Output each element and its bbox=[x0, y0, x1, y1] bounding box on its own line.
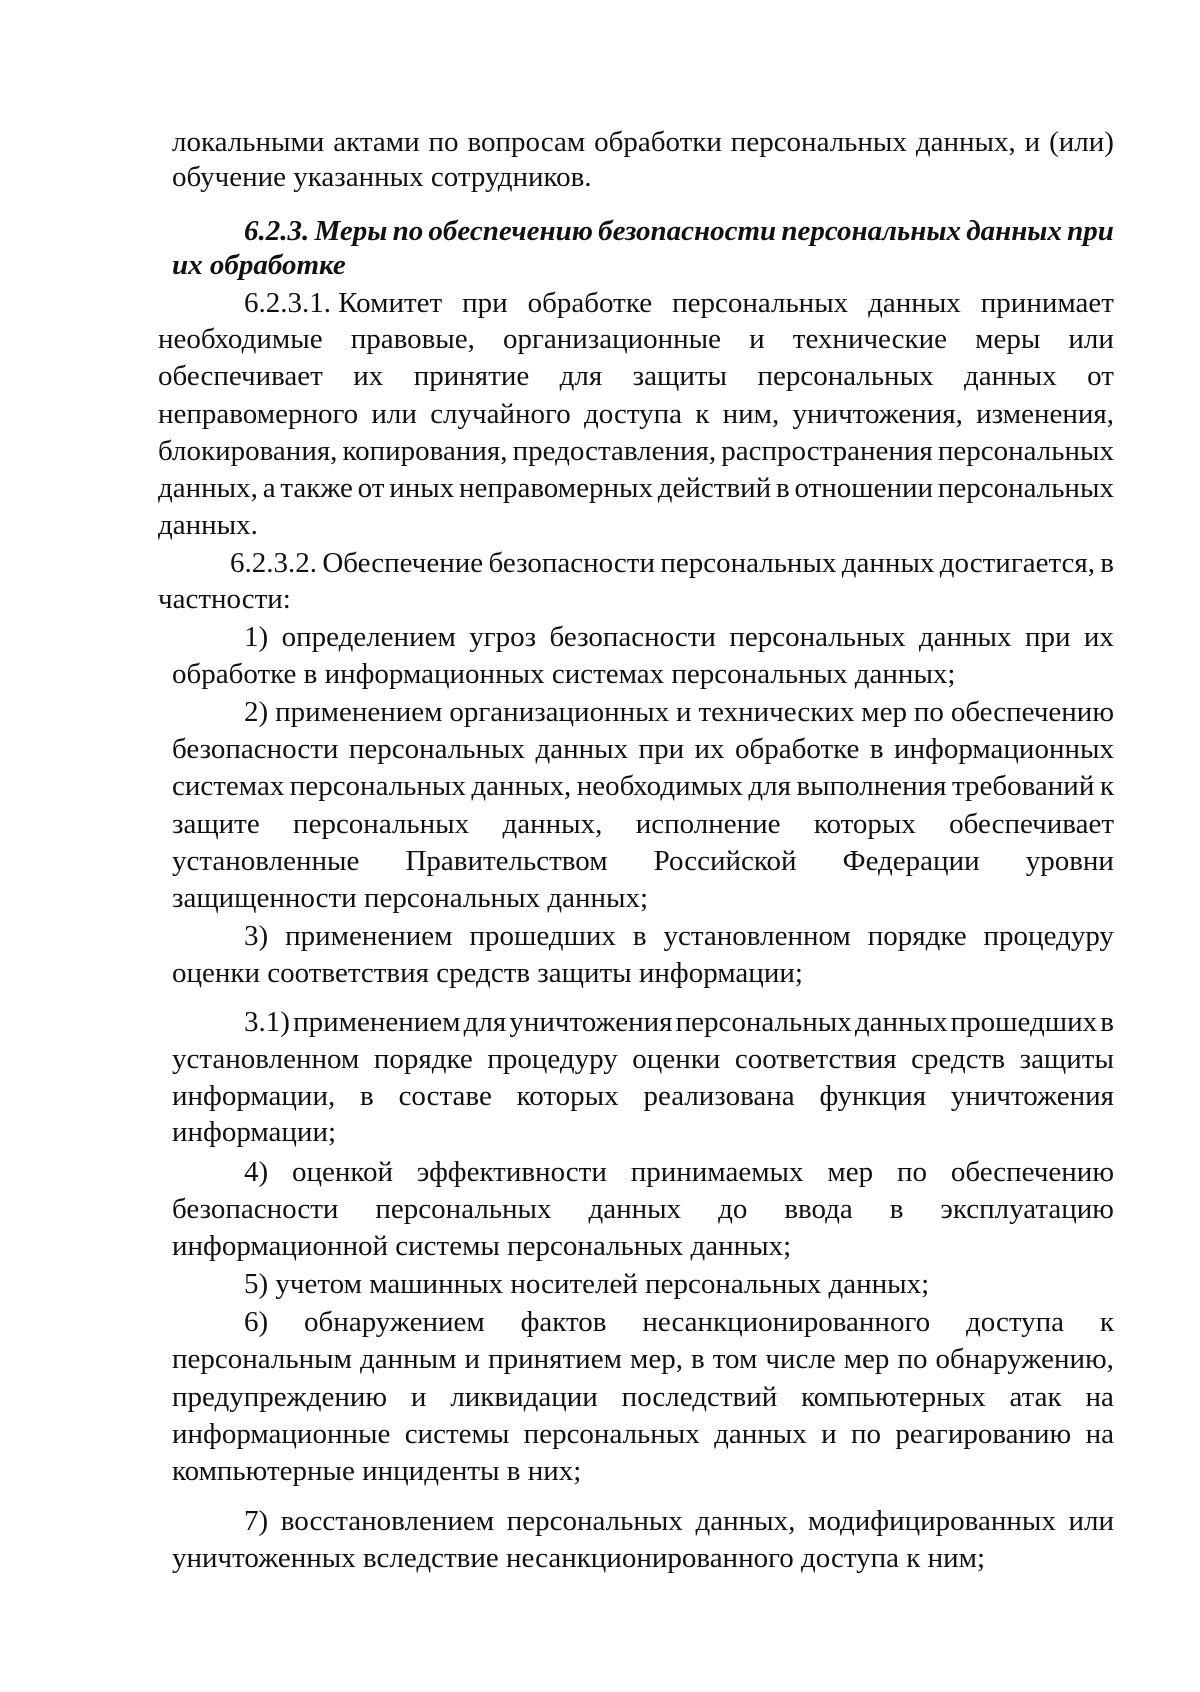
list-item-line bbox=[244, 918, 1114, 955]
list-item-line bbox=[244, 619, 1114, 656]
word: 4) bbox=[244, 1156, 269, 1188]
word: принятие bbox=[413, 360, 530, 392]
word: необходимые bbox=[158, 323, 323, 355]
word: необходимых bbox=[576, 770, 743, 802]
list-item-line: обработке в информационных системах персональных данных; bbox=[172, 658, 956, 690]
word: по bbox=[428, 126, 459, 158]
word: персональных bbox=[506, 1505, 683, 1537]
list-item-line bbox=[172, 843, 1114, 880]
word: исполнение bbox=[635, 808, 781, 840]
word: персональных bbox=[937, 435, 1114, 467]
word: безопасности bbox=[172, 1193, 339, 1225]
word: которых bbox=[813, 808, 916, 840]
list-item-line bbox=[172, 1341, 1114, 1378]
word: по bbox=[392, 215, 424, 247]
word: персональных bbox=[375, 1193, 552, 1225]
word: в bbox=[360, 1080, 374, 1112]
list-item-line bbox=[172, 1041, 1114, 1078]
word: системы bbox=[404, 1418, 510, 1450]
list-item-line: уничтоженных вследствие несанкционированного доступа к ним; bbox=[172, 1542, 986, 1574]
paragraph-line bbox=[158, 321, 1114, 358]
word: и bbox=[410, 1381, 427, 1413]
word: мер, bbox=[629, 1343, 683, 1375]
word: и bbox=[676, 696, 692, 728]
word: и bbox=[1024, 126, 1041, 158]
word: также bbox=[280, 472, 353, 504]
word: неправомерных bbox=[459, 472, 653, 504]
word: персональных bbox=[730, 126, 907, 158]
word: персональных bbox=[729, 621, 906, 653]
paragraph-line bbox=[158, 470, 1114, 507]
word: на bbox=[1085, 1381, 1114, 1413]
word: обеспечению bbox=[950, 696, 1114, 728]
word: информационных bbox=[894, 733, 1114, 765]
word: или bbox=[1068, 1505, 1114, 1537]
word: защиты bbox=[1019, 1043, 1114, 1075]
word: и bbox=[821, 1418, 837, 1450]
list-item-line: 5) учетом машинных носителей персональных данных; bbox=[244, 1268, 930, 1300]
word: данных, bbox=[695, 1505, 796, 1537]
word: их bbox=[353, 360, 384, 392]
word: к bbox=[1099, 770, 1114, 802]
word: их bbox=[694, 733, 725, 765]
word: прошедших bbox=[950, 1006, 1098, 1038]
word: организационных bbox=[449, 696, 670, 728]
word: предупреждению bbox=[172, 1381, 388, 1413]
word: до bbox=[718, 1193, 748, 1225]
word: 3) bbox=[244, 920, 269, 952]
word: их bbox=[1083, 621, 1114, 653]
word: или bbox=[371, 398, 417, 430]
word: при bbox=[1067, 215, 1114, 247]
word: уничтожения bbox=[509, 1006, 673, 1038]
word: Федерации bbox=[842, 845, 980, 877]
word: от bbox=[357, 472, 385, 504]
word: модифицированных bbox=[808, 1505, 1056, 1537]
word: данных bbox=[535, 733, 629, 765]
word: ввода bbox=[784, 1193, 853, 1225]
word: данных bbox=[714, 1418, 807, 1450]
word: эксплуатацию bbox=[940, 1193, 1114, 1225]
word: обработке bbox=[527, 287, 653, 319]
word: технических bbox=[698, 696, 855, 728]
list-item-line bbox=[172, 768, 1114, 805]
word: процедуру bbox=[487, 1043, 618, 1075]
list-item-line bbox=[244, 1304, 1114, 1341]
word: защиты bbox=[632, 360, 728, 392]
word: принятием bbox=[488, 1343, 622, 1375]
word: данных, bbox=[158, 472, 258, 504]
word: компьютерных bbox=[801, 1381, 986, 1413]
word: данных bbox=[918, 621, 1012, 653]
word: и bbox=[749, 323, 765, 355]
word: данных, bbox=[915, 126, 1016, 158]
word: и bbox=[464, 1343, 481, 1375]
word: порядке bbox=[867, 920, 967, 952]
word: обработки bbox=[594, 126, 722, 158]
word: применением bbox=[275, 696, 443, 728]
word: составе bbox=[398, 1080, 492, 1112]
list-item-line bbox=[172, 1416, 1114, 1453]
word: обеспечивает bbox=[949, 808, 1114, 840]
word: изменения, bbox=[976, 398, 1114, 430]
word: данных, bbox=[471, 770, 572, 802]
list-item-line: информационной системы персональных данных; bbox=[172, 1230, 792, 1262]
list-item-line bbox=[172, 1191, 1114, 1228]
word: в bbox=[632, 920, 647, 952]
word: реализована bbox=[643, 1080, 795, 1112]
word: обеспечению bbox=[428, 215, 593, 247]
word: данных bbox=[966, 215, 1062, 247]
word: средств bbox=[911, 1043, 1006, 1075]
list-item-line: защищенности персональных данных; bbox=[172, 882, 649, 914]
word: данным bbox=[360, 1343, 457, 1375]
word: для bbox=[748, 770, 791, 802]
word: обеспечивает bbox=[158, 360, 323, 392]
word: принимает bbox=[980, 287, 1114, 319]
word: обеспечению bbox=[950, 1156, 1114, 1188]
word: процедуру bbox=[983, 920, 1114, 952]
word: Российской bbox=[653, 845, 797, 877]
word: информации, bbox=[172, 1080, 336, 1112]
word: последствий bbox=[621, 1381, 778, 1413]
word: для bbox=[559, 360, 603, 392]
word: по bbox=[897, 1343, 928, 1375]
word: Меры bbox=[314, 215, 388, 247]
word: установленном bbox=[663, 920, 851, 952]
word: неправомерного bbox=[158, 398, 359, 430]
word: в bbox=[775, 472, 790, 504]
list-item-line bbox=[244, 1154, 1114, 1191]
paragraph-line: частности: bbox=[158, 583, 291, 615]
word: безопасности bbox=[549, 621, 716, 653]
word: вопросам bbox=[467, 126, 586, 158]
word: требований bbox=[951, 770, 1095, 802]
paragraph-line bbox=[230, 545, 1114, 582]
word: Правительством bbox=[405, 845, 608, 877]
word: обнаружению, bbox=[935, 1343, 1114, 1375]
word: для bbox=[463, 1006, 507, 1038]
word: данных bbox=[588, 1193, 682, 1225]
word: отношении bbox=[794, 472, 934, 504]
section-heading bbox=[244, 213, 1114, 250]
word: по bbox=[896, 1156, 927, 1188]
word: действий bbox=[657, 472, 772, 504]
word: в bbox=[889, 1193, 904, 1225]
word: 6.2.3. bbox=[244, 215, 310, 247]
word: том bbox=[712, 1343, 758, 1375]
word: случайного bbox=[430, 398, 571, 430]
word: применением bbox=[285, 920, 453, 952]
list-item-line bbox=[172, 731, 1114, 768]
word: персональных bbox=[672, 287, 849, 319]
list-item-line bbox=[244, 694, 1114, 731]
word: несанкционированного bbox=[642, 1306, 931, 1338]
word: ликвидации bbox=[450, 1381, 598, 1413]
word: уничтожения bbox=[950, 1080, 1114, 1112]
word: обработке bbox=[735, 733, 860, 765]
paragraph-line bbox=[158, 358, 1114, 395]
word: функция bbox=[819, 1080, 927, 1112]
paragraph-line bbox=[158, 433, 1114, 470]
list-item-line bbox=[244, 1503, 1114, 1540]
word: технические bbox=[792, 323, 947, 355]
word: данных, bbox=[502, 808, 603, 840]
list-item-line bbox=[172, 1379, 1114, 1416]
word: или bbox=[1068, 323, 1114, 355]
word: персональных bbox=[293, 808, 470, 840]
word: распространения bbox=[721, 435, 933, 467]
word: применением bbox=[293, 1006, 461, 1038]
word: атак bbox=[1009, 1381, 1062, 1413]
word: на bbox=[1085, 1418, 1114, 1450]
word: которых bbox=[516, 1080, 619, 1112]
word: соответствия bbox=[734, 1043, 897, 1075]
word: Обеспечение bbox=[322, 547, 484, 579]
word: принимаемых bbox=[630, 1156, 804, 1188]
word: 6.2.3.2. bbox=[230, 547, 317, 579]
word: установленном bbox=[172, 1043, 360, 1075]
word: определением bbox=[281, 621, 456, 653]
list-item-line bbox=[172, 1078, 1114, 1115]
word: правовые, bbox=[350, 323, 475, 355]
text-line: обучение указанных сотрудников. bbox=[172, 161, 592, 193]
word: персональных bbox=[937, 472, 1114, 504]
list-item-line: информации; bbox=[172, 1116, 337, 1148]
word: персональных bbox=[348, 733, 526, 765]
word: персональных bbox=[757, 360, 934, 392]
word: в bbox=[690, 1343, 705, 1375]
word: доступа bbox=[966, 1306, 1065, 1338]
word: 6.2.3.1. Комитет bbox=[244, 287, 443, 319]
list-item-line bbox=[244, 1004, 1114, 1041]
word: оценки bbox=[632, 1043, 721, 1075]
word: при bbox=[638, 733, 685, 765]
word: при bbox=[462, 287, 508, 319]
word: достигается, bbox=[939, 547, 1095, 579]
word: по bbox=[913, 696, 944, 728]
word: при bbox=[1024, 621, 1071, 653]
word: данных bbox=[964, 360, 1057, 392]
word: актами bbox=[333, 126, 420, 158]
word: безопасности bbox=[172, 733, 339, 765]
word: мер bbox=[861, 696, 907, 728]
word: оценкой bbox=[292, 1156, 394, 1188]
word: предоставления, bbox=[512, 435, 717, 467]
word: 2) bbox=[244, 696, 269, 728]
word: к bbox=[1099, 1306, 1114, 1338]
word: локальными bbox=[172, 126, 325, 158]
word: 3.1) bbox=[244, 1006, 290, 1038]
word: выполнения bbox=[796, 770, 947, 802]
word: персональных bbox=[675, 1006, 852, 1038]
word: восстановлением bbox=[280, 1505, 495, 1537]
word: числе bbox=[765, 1343, 836, 1375]
word: а bbox=[262, 472, 276, 504]
word: 6) bbox=[244, 1306, 269, 1338]
word: копирования, bbox=[342, 435, 508, 467]
list-item-line: оценки соответствия средств защиты информации; bbox=[172, 957, 803, 989]
text-line bbox=[172, 124, 1114, 161]
word: информационные bbox=[172, 1418, 391, 1450]
word: в bbox=[1100, 1006, 1114, 1038]
paragraph-line: данных. bbox=[158, 509, 258, 541]
paragraph-line bbox=[158, 396, 1114, 433]
word: порядке bbox=[373, 1043, 473, 1075]
word: реагированию bbox=[895, 1418, 1072, 1450]
word: иных bbox=[389, 472, 455, 504]
word: 7) bbox=[244, 1505, 269, 1537]
word: обнаружением bbox=[304, 1306, 485, 1338]
word: в bbox=[869, 733, 884, 765]
word: уровни bbox=[1025, 845, 1114, 877]
word: ним, bbox=[722, 398, 780, 430]
word: уничтожения, bbox=[792, 398, 963, 430]
word: безопасности bbox=[598, 215, 777, 247]
word: организационные bbox=[502, 323, 722, 355]
word: меры bbox=[975, 323, 1041, 355]
word: системах bbox=[172, 770, 285, 802]
word: данных bbox=[841, 547, 935, 579]
word: данных bbox=[868, 287, 961, 319]
word: данных bbox=[854, 1006, 948, 1038]
section-heading: их обработке bbox=[172, 249, 346, 281]
word: мер bbox=[827, 1156, 874, 1188]
word: эффективности bbox=[416, 1156, 607, 1188]
list-item-line bbox=[172, 806, 1114, 843]
paragraph-line bbox=[244, 285, 1114, 322]
word: 1) bbox=[244, 621, 269, 653]
word: персональных bbox=[289, 770, 466, 802]
word: по bbox=[850, 1418, 881, 1450]
word: угроз bbox=[469, 621, 537, 653]
word: мер bbox=[843, 1343, 890, 1375]
word: (или) bbox=[1049, 126, 1114, 158]
word: блокирования, bbox=[158, 435, 338, 467]
word: персональных bbox=[523, 1418, 700, 1450]
list-item-line: компьютерные инциденты в них; bbox=[172, 1455, 582, 1487]
word: персональных bbox=[660, 547, 837, 579]
word: доступа bbox=[583, 398, 682, 430]
word: к bbox=[695, 398, 710, 430]
word: фактов bbox=[520, 1306, 607, 1338]
word: безопасности bbox=[488, 547, 655, 579]
word: от bbox=[1087, 360, 1114, 392]
word: защите bbox=[172, 808, 260, 840]
word: персональным bbox=[172, 1343, 352, 1375]
word: прошедших bbox=[469, 920, 616, 952]
word: установленные bbox=[172, 845, 360, 877]
word: персональных bbox=[781, 215, 961, 247]
word: в bbox=[1100, 547, 1114, 579]
